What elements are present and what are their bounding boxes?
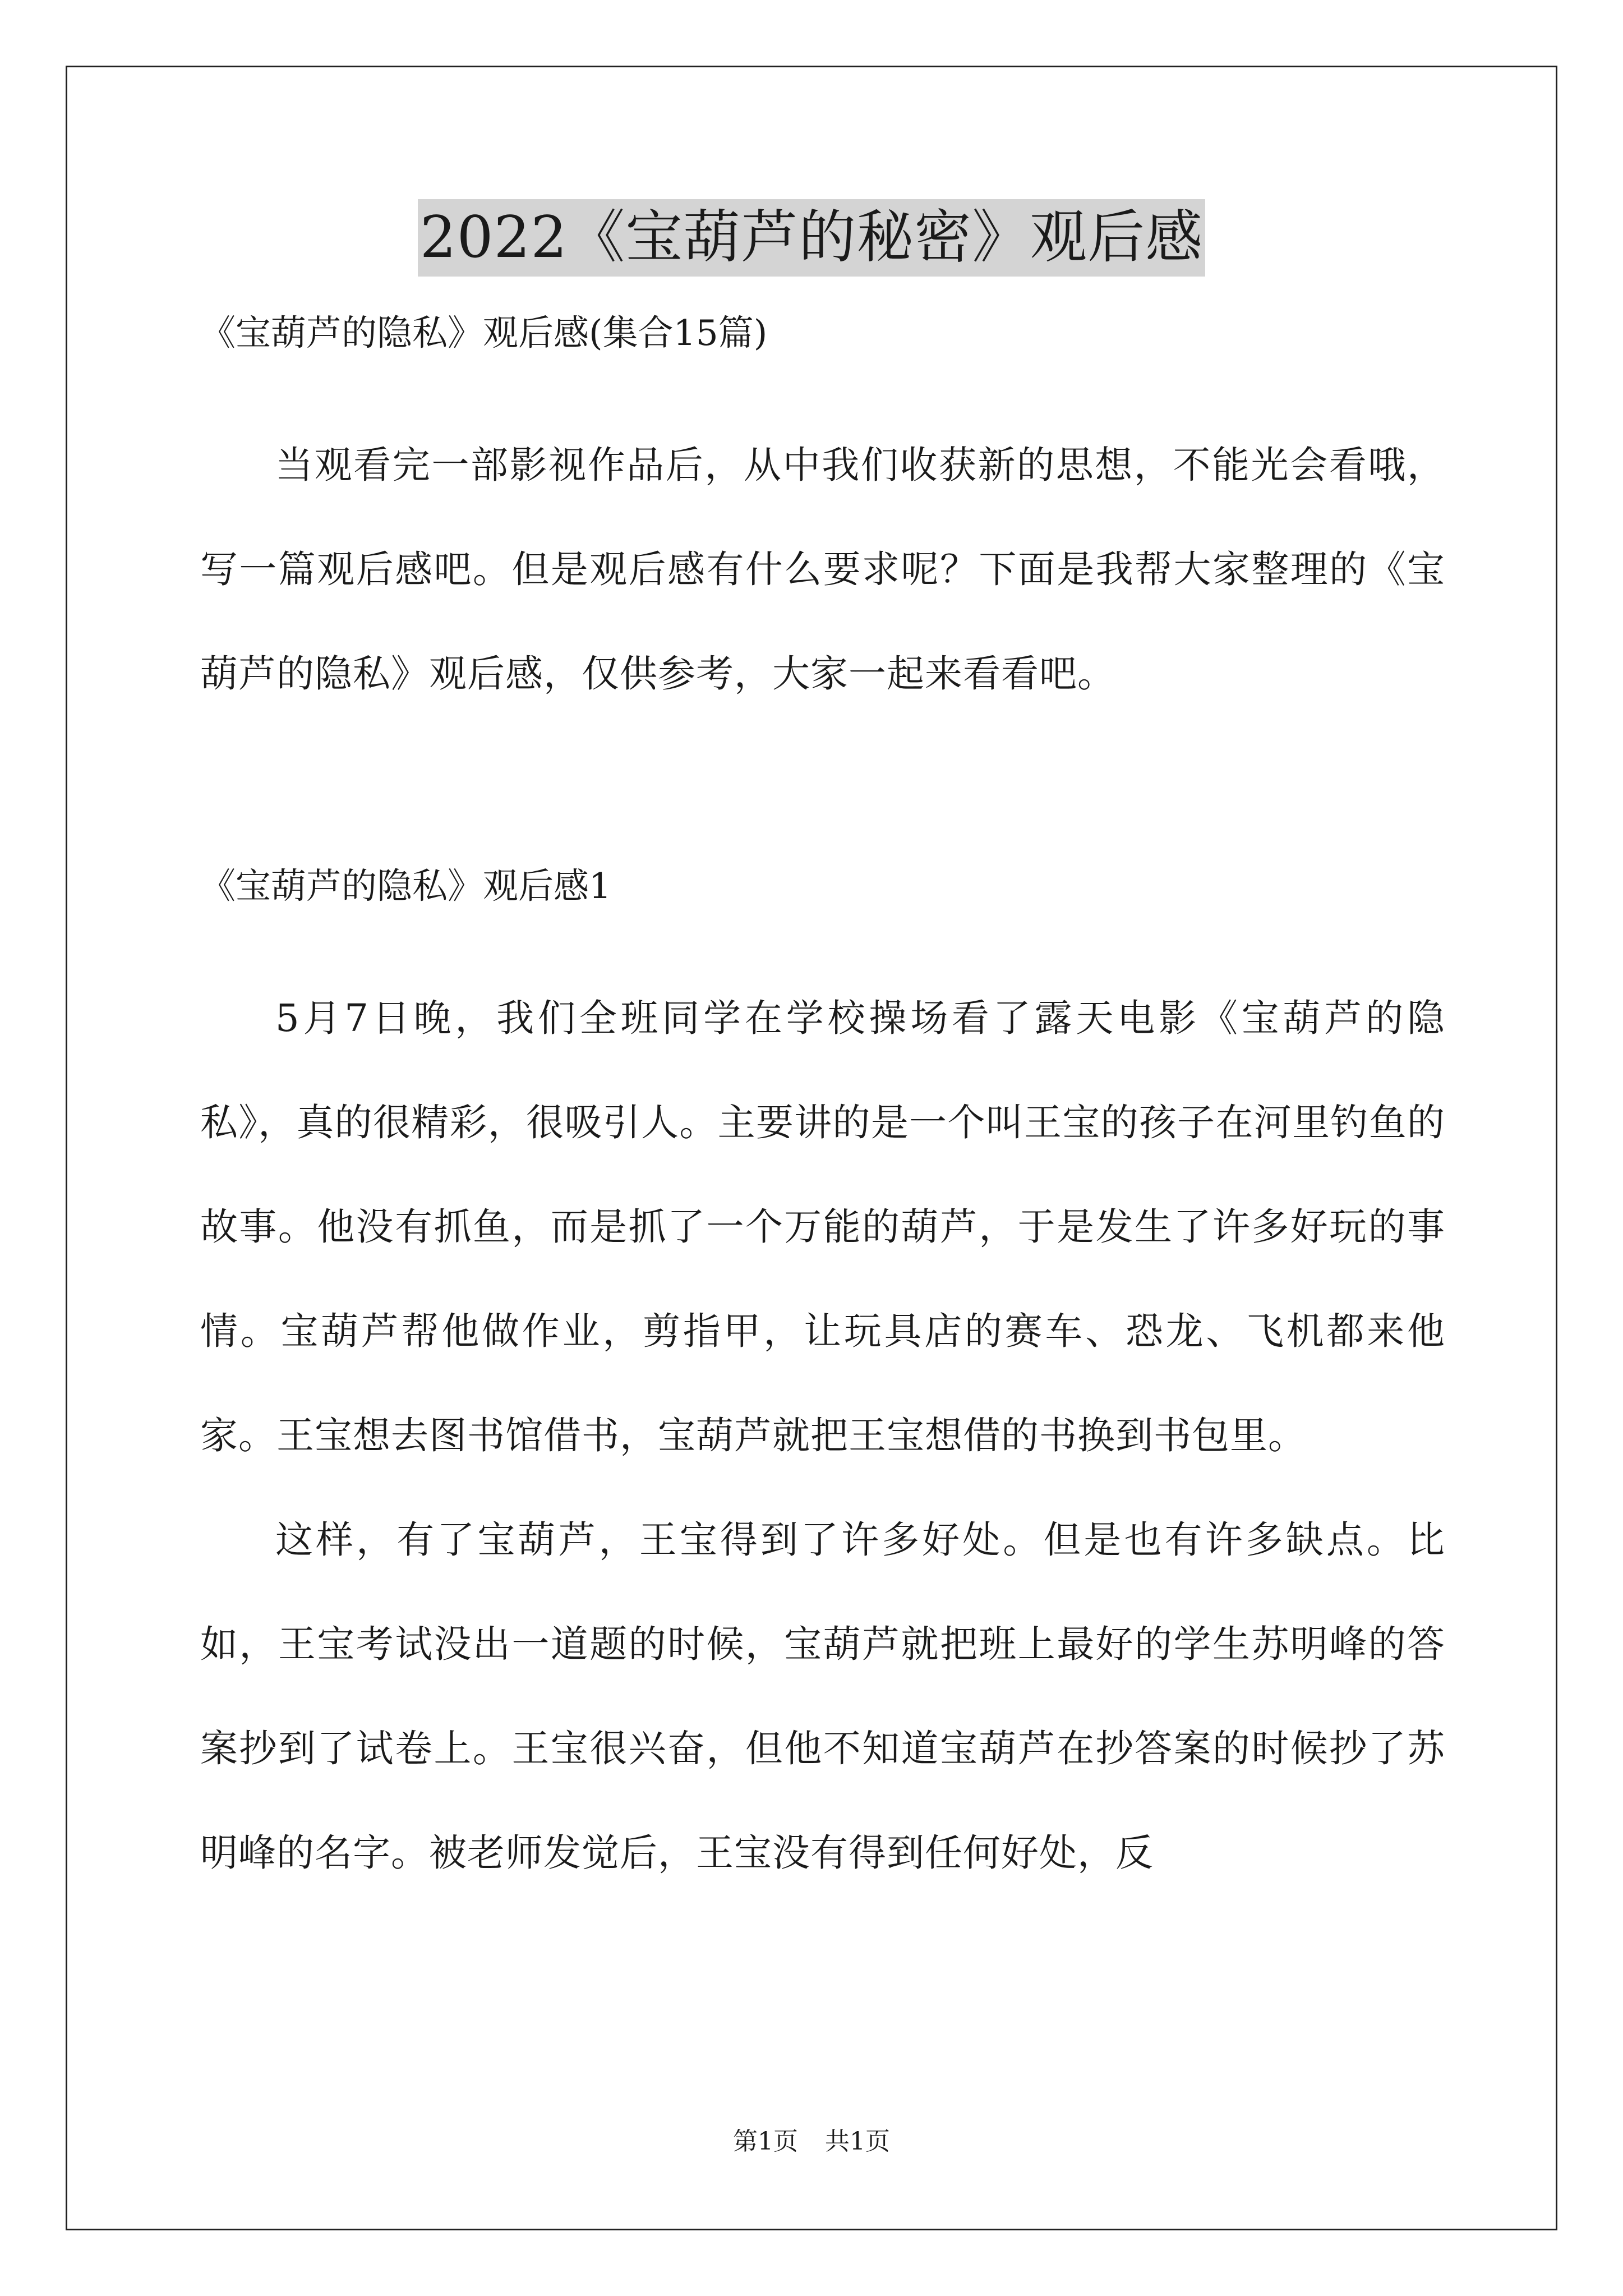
spacer (200, 726, 1445, 861)
spacer (200, 912, 1445, 966)
page-footer (0, 2125, 1623, 2159)
intro-paragraph: 当观看完一部影视作品后，从中我们收获新的思想，不能光会看哦，写一篇观后感吧。但是观后感有什么要求呢？下面是我帮大家整理的《宝葫芦的隐私》观后感，仅供参考，大家一起来看看吧。 (200, 443, 1445, 696)
page-total: 共1页 (825, 2127, 890, 2156)
document-title: 2022《宝葫芦的秘密》观后感 (418, 199, 1206, 277)
spacer (200, 359, 1445, 413)
document-subtitle: 《宝葫芦的隐私》观后感(集合15篇) (200, 312, 768, 353)
body-paragraph: 这样，有了宝葫芦，王宝得到了许多好处。但是也有许多缺点。比如，王宝考试没出一道题的时候，宝葫芦就把班上最好的学生苏明峰的答案抄到了试卷上。王宝很兴奋，但他不知道宝葫芦在抄答案的时候抄了苏明峰的名字。被老师发觉后，王宝没有得到任何好处，反 (200, 1518, 1445, 1875)
body-paragraph: 5月7日晚，我们全班同学在学校操场看了露天电影《宝葫芦的隐私》，真的很精彩，很吸引人。主要讲的是一个叫王宝的孩子在河里钓鱼的故事。他没有抓鱼，而是抓了一个万能的葫芦，于是发生了许多好玩的事情。宝葫芦帮他做作业，剪指甲，让玩具店的赛车、恐龙、飞机都来他家。王宝想去图书馆借书，宝葫芦就把王宝想借的书换到书包里。 (200, 996, 1445, 1457)
section-heading: 《宝葫芦的隐私》观后感1 (200, 866, 612, 907)
document-body (200, 307, 1445, 1905)
page-number: 第1页 (733, 2127, 798, 2156)
title-container (0, 199, 1623, 277)
